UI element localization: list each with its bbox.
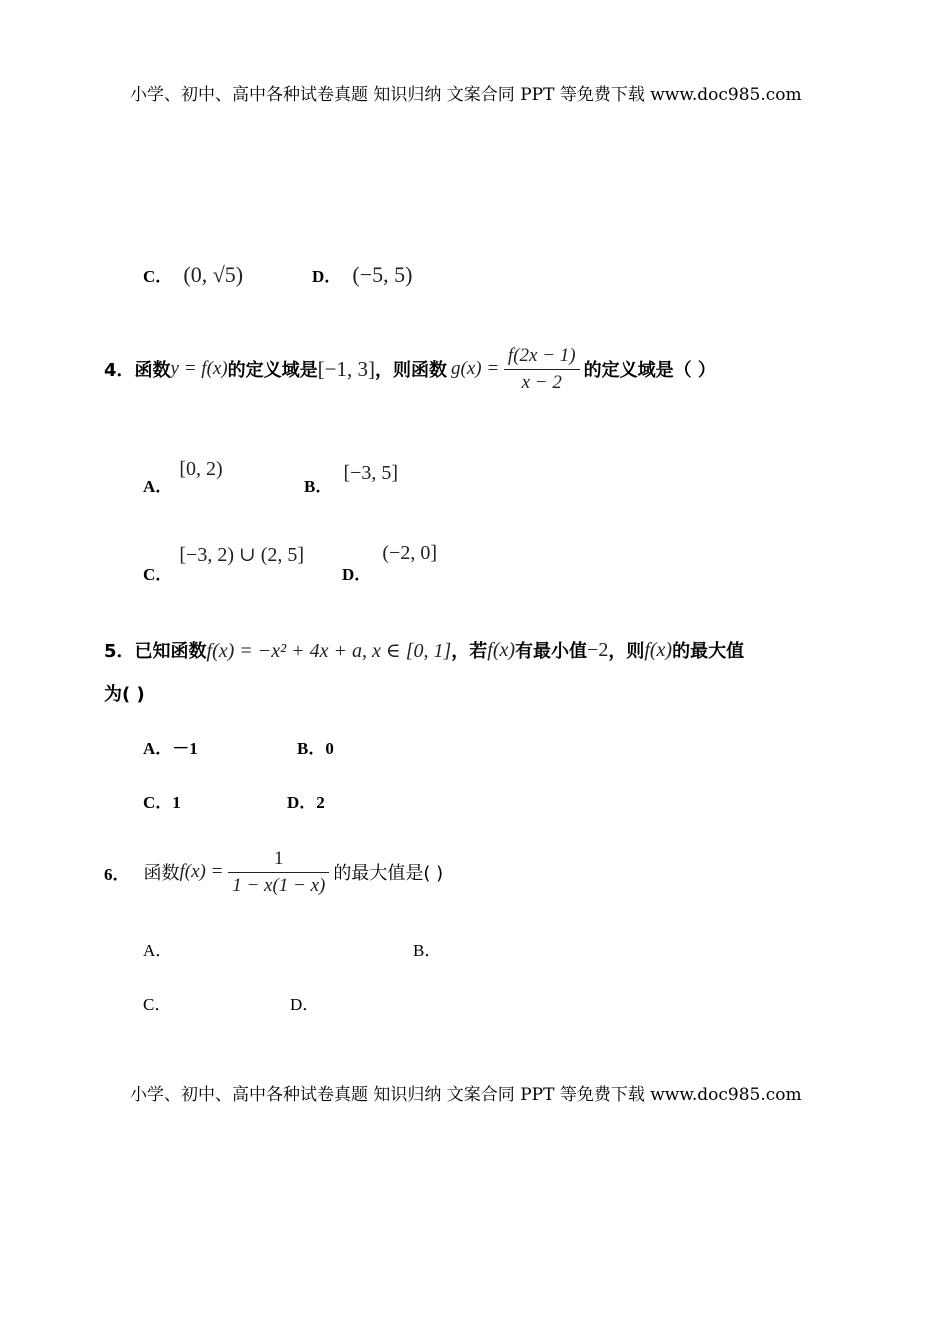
q5-math-4: f(x) — [644, 638, 673, 661]
q4-option-a-math: [0, 2) — [179, 458, 223, 480]
q4-option-d-label: D． — [342, 565, 372, 584]
q4-text-3: ，则函数 — [375, 360, 447, 381]
q5-option-b: B．0 — [297, 739, 334, 758]
page-header: 小学、初中、高中各种试卷真题 知识归纳 文案合同 PPT 等免费下载 www.doc985.com — [130, 85, 802, 105]
q5-option-c: C．1 — [143, 793, 181, 812]
q4-option-d — [342, 542, 437, 585]
q5-text-5: 的最大值 — [672, 641, 745, 662]
q5-option-d: D．2 — [287, 793, 325, 812]
q4-math-3 — [451, 345, 580, 394]
q6-option-d: D． — [290, 995, 320, 1014]
q6-option-c: C． — [143, 995, 172, 1014]
q4-number: 4． — [104, 360, 135, 381]
q4-math-3-fraction — [504, 345, 580, 394]
q4-math-3-denominator: x − 2 — [521, 371, 562, 393]
q3-option-c-math: (0, √5) — [183, 262, 244, 287]
q4-option-c-math: [−3, 2) ∪ (2, 5] — [179, 544, 305, 566]
q4-text-2: 的定义域是 — [227, 360, 318, 381]
q4-math-3-numerator: f(2x − 1) — [504, 345, 580, 370]
q4-text-4: 的定义域是（ ） — [583, 360, 716, 381]
q5-stem-line-2: 为( ) — [104, 684, 145, 705]
q3-option-c-label: C． — [143, 267, 173, 286]
q5-text-3: 有最小值 — [515, 641, 588, 662]
q4-text-1: 函数 — [134, 360, 171, 381]
q4-option-a-label: A． — [143, 477, 173, 496]
q3-option-d-label: D． — [312, 267, 342, 286]
q4-option-d-math: (−2, 0] — [382, 542, 437, 564]
q6-text-1: 函数 — [143, 863, 180, 884]
q5-text-4: ，则 — [608, 641, 645, 662]
q6-number: 6． — [104, 864, 130, 884]
q5-text-1: 已知函数 — [134, 641, 207, 662]
q6-text-2: 的最大值是( ) — [333, 863, 444, 884]
q6-math-denominator: 1 − x(1 − x) — [232, 874, 326, 896]
page-footer: 小学、初中、高中各种试卷真题 知识归纳 文案合同 PPT 等免费下载 www.doc985.com — [130, 1085, 802, 1105]
q5-option-a: A．－1 — [143, 739, 198, 758]
q4-option-b-label: B． — [304, 477, 333, 496]
q6-math-numerator: 1 — [228, 848, 329, 873]
q5-number: 5． — [104, 641, 135, 662]
q6-math-fraction — [228, 848, 329, 897]
q6-math-lhs: f(x) = — [179, 860, 224, 882]
q5-math-3: −2 — [587, 638, 609, 661]
q4-option-c — [143, 542, 304, 585]
q3-option-c — [143, 262, 243, 288]
q6-math — [180, 848, 330, 897]
q4-stem — [104, 340, 716, 398]
q4-math-1: y = f(x) — [170, 358, 228, 379]
q4-option-b-math: [−3, 5] — [343, 462, 399, 484]
q5-math-1: f(x) = −x² + 4x + a, x ∈ [0, 1] — [206, 639, 452, 662]
q3-option-d — [312, 262, 412, 288]
q5-math-2: f(x) — [487, 638, 516, 661]
q4-option-c-label: C． — [143, 565, 173, 584]
q3-option-d-math: (−5, 5) — [352, 262, 413, 287]
q6-option-b: B． — [413, 941, 442, 960]
q4-math-3-lhs: g(x) = — [451, 357, 500, 379]
q5-stem-line-1 — [104, 634, 744, 666]
q6-stem — [104, 842, 443, 902]
q6-option-a: A． — [143, 941, 173, 960]
q5-text-2: ，若 — [451, 641, 488, 662]
q4-option-b — [304, 462, 398, 497]
q4-option-a — [143, 458, 223, 497]
q4-math-2: [−1, 3] — [317, 356, 375, 381]
